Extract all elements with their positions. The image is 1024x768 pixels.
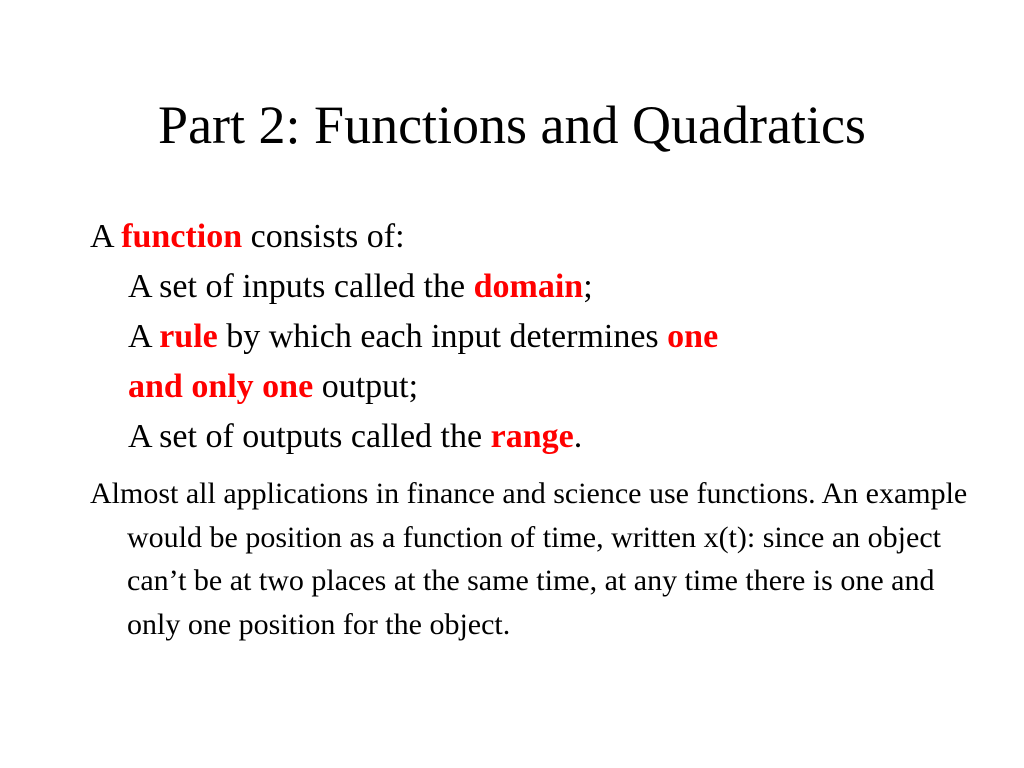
definition-line-5 [90, 412, 950, 462]
term-domain: domain [473, 268, 584, 305]
slide-title: Part 2: Functions and Quadratics [158, 95, 866, 155]
example-paragraph: Almost all applications in finance and science use functions. An example would be position as a function of time, written x(t): since an object can’t be at two places at the same time, at any time there is one and only one position for the object. [90, 477, 968, 641]
definition-line-1-prefix: A [90, 218, 122, 255]
term-rule: rule [159, 318, 218, 355]
term-function: function [121, 218, 243, 255]
term-and-only-one: and only one [128, 368, 314, 405]
definition-line-1 [90, 212, 950, 262]
definition-line-5-prefix: A set of outputs called the [128, 418, 491, 455]
term-one: one [667, 318, 719, 355]
definition-line-2-suffix: ; [583, 268, 593, 305]
definition-line-4-suffix: output; [313, 368, 419, 405]
definition-line-2-prefix: A set of inputs called the [128, 268, 474, 305]
definition-line-1-suffix: consists of: [242, 218, 405, 255]
definition-line-2 [90, 262, 950, 312]
slide-body [90, 212, 968, 646]
definition-line-3 [90, 312, 950, 362]
definition-line-5-suffix: . [573, 418, 583, 455]
definition-line-3-prefix: A [128, 318, 160, 355]
function-definition [90, 212, 950, 462]
definition-line-3-middle: by which each input determines [217, 318, 668, 355]
definition-line-4 [90, 362, 950, 412]
term-range: range [490, 418, 574, 455]
